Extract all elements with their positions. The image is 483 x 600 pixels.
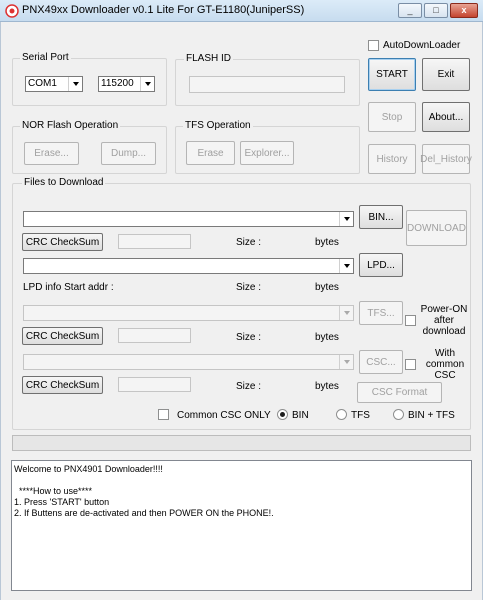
with-common-csc-label: With common CSC: [425, 348, 465, 381]
stop-button[interactable]: Stop: [368, 102, 416, 132]
flash-id-field: [189, 76, 345, 93]
csc-file-select[interactable]: [23, 354, 354, 370]
nor-flash-label: NOR Flash Operation: [22, 120, 119, 131]
chevron-down-icon: [339, 259, 353, 273]
csc-bytes-label: bytes: [315, 381, 339, 392]
tfs-file-select[interactable]: [23, 305, 354, 321]
chevron-down-icon: [140, 77, 154, 91]
lpd-bytes-label: bytes: [315, 282, 339, 293]
port-value: COM1: [28, 78, 57, 89]
flash-id-label: FLASH ID: [186, 53, 232, 64]
port-select[interactable]: [25, 76, 83, 92]
csc-size-label: Size :: [236, 381, 262, 392]
csc-crc-button[interactable]: CRC CheckSum: [22, 376, 103, 394]
del-history-button[interactable]: Del_History: [422, 144, 470, 174]
power-on-label: Power-ON after download: [420, 304, 468, 337]
bin-tfs-radio-label: BIN + TFS: [408, 410, 455, 421]
app-icon: [5, 4, 19, 18]
chevron-down-icon: [339, 355, 353, 369]
lpd-size-label: Size :: [236, 282, 262, 293]
with-common-csc-checkbox[interactable]: [405, 359, 416, 370]
bin-size-label: Size :: [236, 237, 262, 248]
about-button[interactable]: About...: [422, 102, 470, 132]
start-button[interactable]: START: [368, 58, 416, 91]
chevron-down-icon: [339, 306, 353, 320]
auto-download-label: AutoDownLoader: [383, 40, 461, 51]
csc-format-button[interactable]: CSC Format: [357, 382, 442, 403]
auto-download-checkbox[interactable]: [368, 40, 379, 51]
tfs-erase-button[interactable]: Erase: [186, 141, 235, 165]
chevron-down-icon: [339, 212, 353, 226]
exit-button[interactable]: Exit: [422, 58, 470, 91]
common-csc-only-label: Common CSC ONLY: [177, 410, 271, 421]
bin-browse-button[interactable]: BIN...: [359, 205, 403, 229]
tfs-crc-field: [118, 328, 191, 343]
chevron-down-icon: [68, 77, 82, 91]
serial-port-label: Serial Port: [22, 52, 69, 63]
tfs-size-label: Size :: [236, 332, 262, 343]
bin-tfs-radio[interactable]: [393, 409, 404, 420]
tfs-explorer-button[interactable]: Explorer...: [240, 141, 294, 165]
power-on-checkbox[interactable]: [405, 315, 416, 326]
maximize-button[interactable]: □: [424, 3, 448, 18]
files-label: Files to Download: [24, 177, 104, 188]
tfs-crc-button[interactable]: CRC CheckSum: [22, 327, 103, 345]
bin-crc-button[interactable]: CRC CheckSum: [22, 233, 103, 251]
minimize-button[interactable]: _: [398, 3, 422, 18]
title-bar: [0, 0, 483, 22]
log-output[interactable]: Welcome to PNX4901 Downloader!!!! ****How to use**** 1. Press 'START' button 2. If Buttens are de-activated and then POWER ON the PHONE!.: [11, 460, 472, 591]
nor-dump-button[interactable]: Dump...: [101, 142, 156, 165]
baud-value: 115200: [101, 78, 134, 89]
csc-crc-field: [118, 377, 191, 392]
nor-erase-button[interactable]: Erase...: [24, 142, 79, 165]
window-title: PNX49xx Downloader v0.1 Lite For GT-E1180(JuniperSS): [22, 4, 305, 16]
bin-file-select[interactable]: [23, 211, 354, 227]
tfs-browse-button[interactable]: TFS...: [359, 301, 403, 325]
download-button[interactable]: DOWNLOAD: [406, 210, 467, 246]
csc-browse-button[interactable]: CSC...: [359, 350, 403, 374]
bin-radio[interactable]: [277, 409, 288, 420]
lpd-info-label: LPD info Start addr :: [23, 282, 114, 293]
tfs-radio[interactable]: [336, 409, 347, 420]
baud-select[interactable]: [98, 76, 155, 92]
tfs-operation-label: TFS Operation: [185, 120, 251, 131]
bin-crc-field: [118, 234, 191, 249]
close-button[interactable]: x: [450, 3, 478, 18]
tfs-bytes-label: bytes: [315, 332, 339, 343]
lpd-browse-button[interactable]: LPD...: [359, 253, 403, 277]
bin-bytes-label: bytes: [315, 237, 339, 248]
common-csc-only-checkbox[interactable]: [158, 409, 169, 420]
tfs-radio-label: TFS: [351, 410, 370, 421]
bin-radio-label: BIN: [292, 410, 309, 421]
lpd-file-select[interactable]: [23, 258, 354, 274]
history-button[interactable]: History: [368, 144, 416, 174]
progress-bar: [12, 435, 471, 451]
